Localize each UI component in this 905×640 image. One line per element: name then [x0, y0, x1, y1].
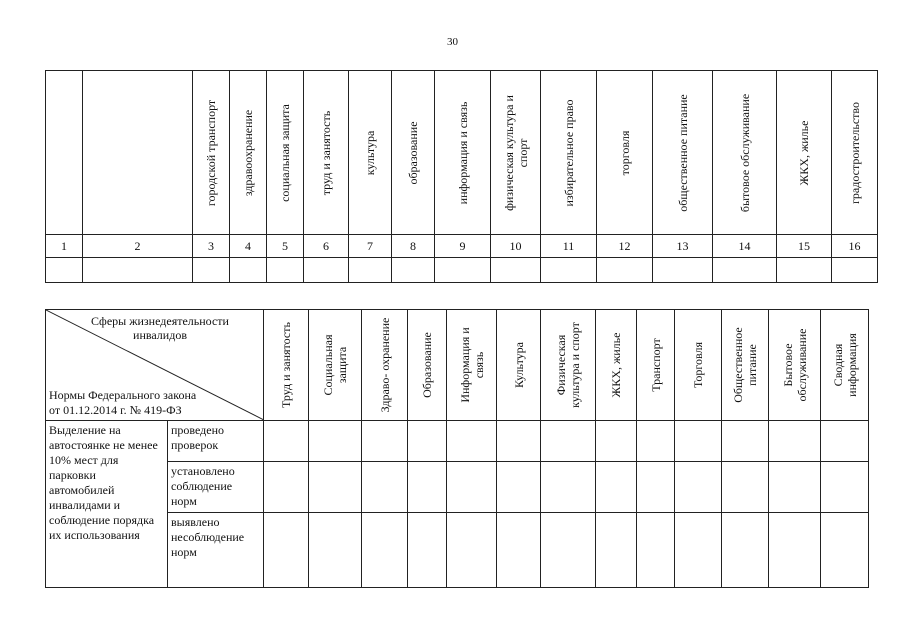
column-header — [541, 310, 596, 421]
column-header — [447, 310, 497, 421]
column-number: 2 — [83, 235, 193, 258]
column-header-label: Социальная защита — [321, 334, 349, 396]
column-header — [83, 71, 193, 235]
column-number: 8 — [392, 235, 435, 258]
column-header-label: Образование — [420, 332, 434, 398]
column-header — [230, 71, 267, 235]
column-header — [777, 71, 832, 235]
column-number: 7 — [349, 235, 392, 258]
data-cell — [675, 513, 722, 588]
column-number: 5 — [267, 235, 304, 258]
data-cell — [447, 462, 497, 513]
empty-cell — [392, 258, 435, 283]
data-cell — [309, 462, 362, 513]
column-header-label: социальная защита — [278, 103, 292, 202]
data-cell — [541, 513, 596, 588]
empty-cell — [713, 258, 777, 283]
data-cell — [821, 513, 869, 588]
data-cell — [408, 462, 447, 513]
data-cell — [362, 462, 408, 513]
empty-cell — [46, 258, 83, 283]
data-cell — [769, 462, 821, 513]
column-number: 15 — [777, 235, 832, 258]
column-header-label: образование — [406, 120, 420, 185]
sub-row-label: установлено соблюдение норм — [168, 462, 264, 513]
column-number: 3 — [193, 235, 230, 258]
data-cell — [769, 421, 821, 462]
column-header — [46, 71, 83, 235]
empty-cell — [230, 258, 267, 283]
column-number: 16 — [832, 235, 878, 258]
column-header-label: Культура — [511, 342, 526, 388]
data-cell — [541, 421, 596, 462]
data-cell — [309, 513, 362, 588]
empty-cell — [777, 258, 832, 283]
column-header — [675, 310, 722, 421]
column-header-label: Здраво- охранение — [377, 317, 392, 413]
data-cell — [821, 421, 869, 462]
data-cell — [447, 421, 497, 462]
empty-cell — [832, 258, 878, 283]
column-header-label: Физическая культура и спорт — [554, 322, 582, 408]
empty-cell — [541, 258, 597, 283]
data-cell — [675, 462, 722, 513]
data-cell — [596, 462, 637, 513]
column-header-label: Торговля — [691, 341, 705, 389]
column-header — [713, 71, 777, 235]
empty-cell — [304, 258, 349, 283]
column-header — [309, 310, 362, 421]
empty-cell — [435, 258, 491, 283]
column-header — [596, 310, 637, 421]
column-header — [597, 71, 653, 235]
data-cell — [497, 421, 541, 462]
column-header — [722, 310, 769, 421]
column-header — [392, 71, 435, 235]
corner-top-label: Сферы жизнедеятельности инвалидов — [91, 314, 229, 342]
column-header — [304, 71, 349, 235]
column-header-label: ЖКХ, жилье — [797, 120, 811, 185]
column-header-label: избирательное право — [561, 99, 576, 206]
corner-bottom-label: Нормы Федерального закона от 01.12.2014 г. № 419-ФЗ — [49, 388, 197, 417]
column-header — [769, 310, 821, 421]
column-header — [349, 71, 392, 235]
column-number: 12 — [597, 235, 653, 258]
column-number: 14 — [713, 235, 777, 258]
column-header-label: общественное питание — [675, 93, 690, 212]
column-header — [362, 310, 408, 421]
column-header-label: труд и занятость — [319, 110, 333, 195]
empty-cell — [349, 258, 392, 283]
data-cell — [497, 462, 541, 513]
data-cell — [675, 421, 722, 462]
column-header — [821, 310, 869, 421]
data-cell — [408, 513, 447, 588]
data-cell — [309, 421, 362, 462]
column-number: 10 — [491, 235, 541, 258]
data-cell — [447, 513, 497, 588]
sub-row-label: выявлено несоблюдение норм — [168, 513, 264, 588]
data-cell — [637, 513, 675, 588]
data-cell — [408, 421, 447, 462]
column-header-label: здравоохранение — [241, 109, 255, 196]
page-number: 30 — [447, 36, 458, 48]
empty-cell — [267, 258, 304, 283]
column-header — [193, 71, 230, 235]
column-number: 13 — [653, 235, 713, 258]
column-number: 6 — [304, 235, 349, 258]
column-header-label: культура — [363, 130, 377, 175]
row-label-parking: Выделение на автостоянке не менее 10% мест для парковки автомобилей инвалидами и соблюдение порядка их использования — [46, 421, 168, 588]
data-cell — [769, 513, 821, 588]
column-header-label: Труд и занятость — [279, 322, 293, 408]
column-header-label: градостроительство — [847, 101, 862, 204]
data-cell — [722, 513, 769, 588]
empty-cell — [83, 258, 193, 283]
column-header-label: Бытовое обслуживание — [780, 328, 809, 402]
data-cell — [596, 421, 637, 462]
data-cell — [637, 421, 675, 462]
column-header-label: Сводная информация — [830, 333, 859, 397]
column-header-label: Общественное питание — [731, 327, 759, 403]
column-header — [637, 310, 675, 421]
empty-cell — [597, 258, 653, 283]
column-number: 9 — [435, 235, 491, 258]
data-cell — [541, 462, 596, 513]
column-number: 4 — [230, 235, 267, 258]
data-cell — [596, 513, 637, 588]
parking-norms-table — [45, 309, 869, 588]
empty-cell — [491, 258, 541, 283]
column-header-label: физическая культура и спорт — [501, 94, 530, 211]
sub-row-label: проведено проверок — [168, 421, 264, 462]
data-cell — [637, 462, 675, 513]
column-header — [653, 71, 713, 235]
column-header — [435, 71, 491, 235]
column-header-label: бытовое обслуживание — [737, 93, 752, 212]
column-header-label: Транспорт — [648, 338, 663, 392]
column-header-label: торговля — [617, 130, 632, 175]
column-header — [408, 310, 447, 421]
data-cell — [722, 462, 769, 513]
column-header — [832, 71, 878, 235]
data-cell — [362, 421, 408, 462]
column-header-label: ЖКХ, жилье — [609, 332, 623, 398]
sphere-index-table — [45, 70, 878, 283]
column-number: 11 — [541, 235, 597, 258]
data-cell — [362, 513, 408, 588]
column-header — [491, 71, 541, 235]
column-header — [541, 71, 597, 235]
empty-cell — [653, 258, 713, 283]
data-cell — [264, 462, 309, 513]
empty-cell — [193, 258, 230, 283]
column-header-label: информация и связь — [455, 101, 470, 204]
data-cell — [264, 513, 309, 588]
column-number: 1 — [46, 235, 83, 258]
data-cell — [722, 421, 769, 462]
data-cell — [497, 513, 541, 588]
data-cell — [264, 421, 309, 462]
data-cell — [821, 462, 869, 513]
column-header — [267, 71, 304, 235]
column-header-label: Информация и связь — [457, 327, 486, 403]
column-header — [264, 310, 309, 421]
column-header — [497, 310, 541, 421]
column-header-label: городской транспорт — [204, 99, 218, 206]
table-corner-header — [46, 310, 264, 421]
